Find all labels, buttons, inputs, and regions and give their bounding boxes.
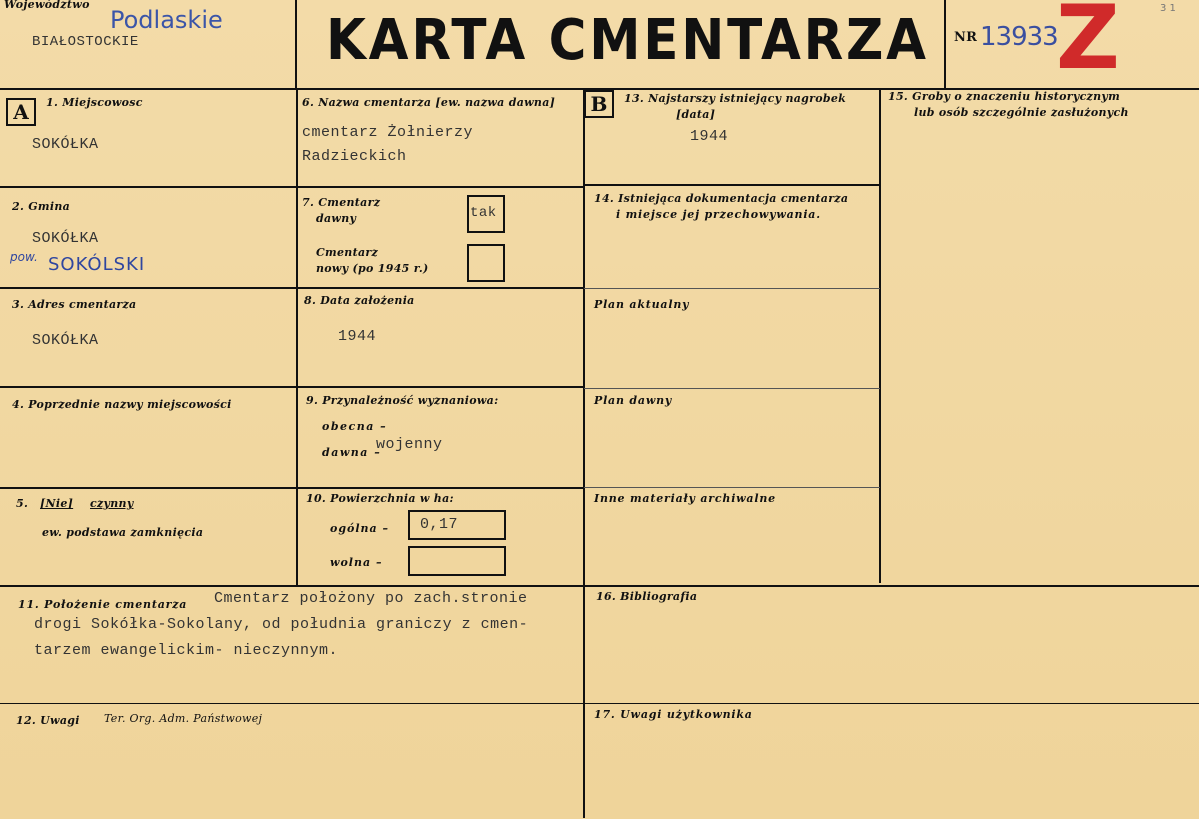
row-line-f	[0, 585, 1199, 587]
row-line-c	[0, 287, 585, 289]
field-10-ogolna: ogólna –	[330, 522, 389, 535]
field-14-label2: i miejsce jej przechowywania.	[616, 208, 821, 221]
field-9-obecna: obecna –	[322, 420, 388, 433]
category-mark: Z	[1056, 0, 1120, 89]
field-2-pow-value: SOKÓLSKI	[48, 254, 146, 275]
field-16-label: 16. Bibliografia	[596, 590, 698, 603]
field-11-line2: drogi Sokółka-Sokolany, od południa graniczy z cmen-	[34, 616, 529, 633]
field-4-label: 4. Poprzednie nazwy miejscowości	[12, 398, 232, 411]
plan-dawny-label: Plan dawny	[594, 394, 673, 407]
nr-value: 13933	[980, 22, 1058, 52]
field-11-line3: tarzem ewangelickim- nieczynnym.	[34, 642, 339, 659]
field-15-label1: 15. Groby o znaczeniu historycznym	[888, 90, 1121, 103]
field-9-dawna-value: wojenny	[376, 436, 443, 453]
col-divider-3	[879, 88, 881, 583]
field-9-label: 9. Przynależność wyznaniowa:	[306, 394, 499, 407]
field-13-label1: 13. Najstarszy istniejący nagrobek	[624, 92, 847, 105]
header-divider-left	[295, 0, 297, 90]
col-divider-2	[583, 88, 585, 818]
field-12-label: 12. Uwagi	[16, 714, 80, 727]
inne-materialy-label: Inne materiały archiwalne	[594, 492, 776, 505]
field-17-label: 17. Uwagi użytkownika	[594, 708, 753, 721]
field-13-value: 1944	[690, 128, 729, 145]
field-10-wolna-box	[408, 546, 506, 576]
sub-line-14c	[584, 487, 880, 488]
field-7-checkbox-nowy	[467, 244, 505, 282]
field-7-label-b1: Cmentarz	[316, 246, 379, 259]
field-5-czynny: czynny	[90, 497, 134, 510]
field-3-value: SOKÓŁKA	[32, 332, 99, 349]
sub-line-14a	[584, 288, 880, 289]
field-7-box-a-value: tak	[470, 205, 497, 221]
field-7-label-b2: nowy (po 1945 r.)	[316, 262, 429, 275]
col-divider-1	[296, 88, 298, 586]
field-3-label: 3. Adres cmentarza	[12, 298, 137, 311]
field-1-value: SOKÓŁKA	[32, 136, 99, 153]
field-2-value: SOKÓŁKA	[32, 230, 99, 247]
row-line-a	[0, 186, 585, 188]
header-divider-right	[944, 0, 946, 90]
field-6-value-line2: Radzieckich	[302, 148, 407, 165]
field-5-prefix: 5.	[16, 497, 29, 510]
card-title: KARTA CMENTARZA	[326, 8, 929, 73]
wojewodztwo-typed: BIAŁOSTOCKIE	[32, 34, 139, 50]
field-2-label: 2. Gmina	[12, 200, 71, 213]
wojewodztwo-label: Województwo	[4, 0, 90, 11]
section-b-box: B	[584, 90, 614, 118]
field-13-label2: [data]	[676, 108, 716, 121]
field-7-label-a2: dawny	[316, 212, 357, 225]
wojewodztwo-stamp: Podlaskie	[110, 6, 223, 34]
nr-label: NR	[954, 30, 978, 45]
field-11-label: 11. Położenie cmentarza	[18, 598, 188, 611]
row-line-d	[0, 386, 585, 388]
row-line-e	[0, 487, 585, 489]
field-14-label1: 14. Istniejąca dokumentacja cmentarza	[594, 192, 849, 205]
corner-marks: 3 1	[1160, 3, 1176, 14]
row-line-g	[0, 703, 1199, 704]
field-15-label2: lub osób szczególnie zasłużonych	[914, 106, 1129, 119]
field-6-label: 6. Nazwa cmentarza [ew. nazwa dawna]	[302, 96, 556, 109]
plan-aktualny-label: Plan aktualny	[594, 298, 690, 311]
field-12-value: Ter. Org. Adm. Państwowej	[104, 712, 263, 725]
field-10-ogolna-value: 0,17	[420, 516, 459, 533]
section-a-box: A	[6, 98, 36, 126]
field-11-line1: Cmentarz położony po zach.stronie	[214, 590, 528, 607]
field-5-sub: ew. podstawa zamknięcia	[42, 526, 204, 539]
field-8-value: 1944	[338, 328, 377, 345]
field-9-dawna: dawna –	[322, 446, 382, 459]
field-5-nie: [Nie]	[40, 497, 74, 510]
sub-line-14b	[584, 388, 880, 389]
field-10-wolna: wolna –	[330, 556, 383, 569]
field-2-pow-label: pow.	[10, 250, 38, 264]
field-7-label-a1: 7. Cmentarz	[302, 196, 381, 209]
field-1-label: 1. Miejscowosc	[46, 96, 143, 109]
field-8-label: 8. Data założenia	[304, 294, 415, 307]
field-6-value-line1: cmentarz Żołnierzy	[302, 124, 474, 141]
field-10-label: 10. Powierzchnia w ha:	[306, 492, 454, 505]
row-line-b	[584, 184, 880, 186]
